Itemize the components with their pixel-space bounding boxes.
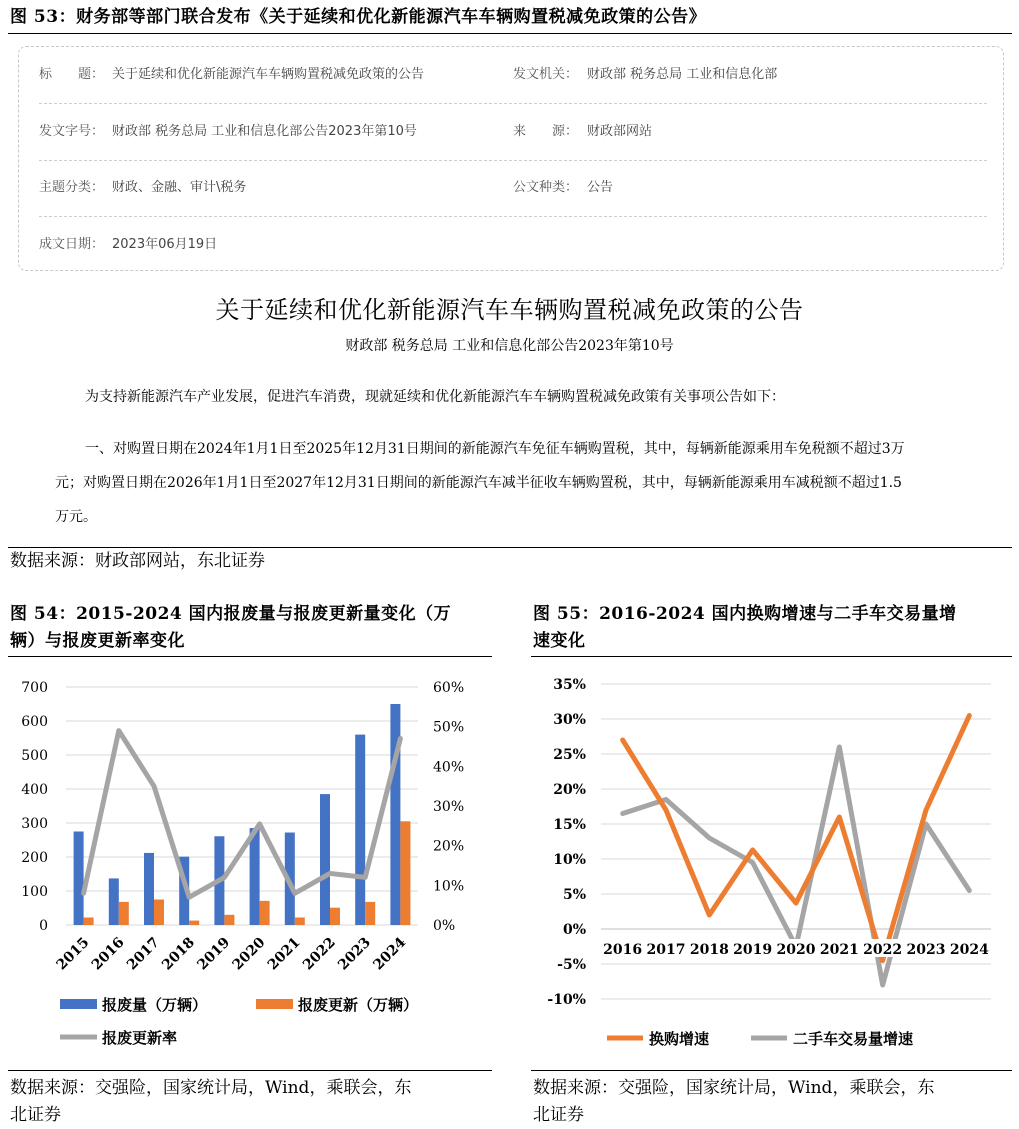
y-tick-label: 500 — [21, 748, 48, 764]
y-tick-label: 20% — [553, 782, 586, 798]
bar — [84, 918, 94, 925]
y-tick-label: 25% — [553, 747, 586, 763]
figure-54-source-line: 数据来源：交强险，国家统计局，Wind，乘联会，东 — [10, 1078, 412, 1098]
figure-53-source: 数据来源：财政部网站，东北证券 — [10, 551, 265, 571]
y-tick-label: 400 — [21, 782, 48, 798]
source-rule — [531, 1070, 1012, 1071]
document-paragraph: 为支持新能源汽车产业发展，促进汽车消费，现就延续和优化新能源汽车车辆购置税减免政策有关事项公告如下： — [85, 389, 785, 405]
title-rule — [8, 33, 1012, 34]
y-tick-label: -5% — [557, 957, 586, 973]
bar — [224, 915, 234, 925]
x-tick-label: 2018 — [689, 942, 729, 958]
y-tick-label: 300 — [21, 816, 48, 832]
x-tick-label: 2024 — [370, 934, 410, 974]
bar — [295, 918, 305, 925]
x-tick-label: 2016 — [603, 942, 643, 958]
bar — [365, 902, 375, 925]
x-tick-label: 2021 — [264, 934, 304, 974]
doc-number-value: 财政部 税务总局 工业和信息化部公告2023年第10号 — [112, 124, 417, 139]
bar — [189, 921, 199, 925]
date-value: 2023年06月19日 — [112, 237, 218, 252]
bar — [119, 902, 129, 925]
x-tick-label: 2022 — [863, 942, 903, 958]
legend-swatch — [60, 999, 97, 1009]
x-tick-label: 2015 — [53, 934, 93, 974]
y2-tick-label: 10% — [433, 878, 465, 895]
origin-label: 来 源： — [513, 124, 579, 139]
legend-label: 二手车交易量增速 — [793, 1030, 914, 1048]
series-line — [84, 731, 401, 898]
y-tick-label: -10% — [547, 992, 586, 1008]
title-value: 关于延续和优化新能源汽车车辆购置税减免政策的公告 — [112, 67, 425, 82]
legend-label: 报废更新率 — [102, 1029, 178, 1047]
y2-tick-label: 30% — [433, 799, 465, 815]
bar — [260, 901, 270, 925]
trade-in-growth-chart — [523, 660, 1019, 1068]
bar — [355, 735, 365, 925]
x-tick-label: 2017 — [646, 942, 686, 958]
y2-tick-label: 60% — [433, 680, 465, 696]
y-tick-label: 0 — [39, 918, 48, 934]
title-rule — [531, 656, 1012, 657]
figure-55-source-line: 数据来源：交强险，国家统计局，Wind，乘联会，东 — [533, 1078, 935, 1098]
y2-tick-label: 40% — [433, 759, 465, 776]
source-rule — [8, 1070, 492, 1071]
legend-swatch — [256, 999, 293, 1009]
doc-number-label: 发文字号： — [39, 124, 105, 139]
y2-tick-label: 20% — [433, 838, 465, 855]
legend-label: 报废量（万辆） — [102, 996, 208, 1014]
legend-label: 报废更新（万辆） — [298, 996, 419, 1014]
scrap-volume-chart — [0, 660, 500, 1068]
issuer-label: 发文机关： — [513, 67, 579, 82]
y2-tick-label: 0% — [433, 918, 456, 934]
document-title: 关于延续和优化新能源汽车车辆购置税减免政策的公告 — [215, 296, 804, 324]
bar — [109, 878, 119, 925]
figure-55-source-line: 北证券 — [533, 1105, 584, 1125]
figure-55-title-line: 速变化 — [533, 631, 586, 651]
x-tick-label: 2024 — [949, 942, 989, 958]
bar — [250, 828, 260, 925]
document-subtitle: 财政部 税务总局 工业和信息化部公告2023年第10号 — [345, 338, 674, 354]
document-paragraph-line: 元；对购置日期在2026年1月1日至2027年12月31日期间的新能源汽车减半征收车辆购置税，其中，每辆新能源乘用车减税额不超过1.5 — [55, 475, 902, 491]
title-rule — [8, 656, 492, 657]
x-tick-label: 2017 — [123, 934, 163, 974]
y-tick-label: 200 — [21, 850, 48, 866]
y-tick-label: 600 — [21, 714, 48, 730]
y-tick-label: 35% — [553, 677, 586, 693]
bar — [154, 900, 164, 926]
x-tick-label: 2020 — [776, 942, 816, 958]
bar — [144, 853, 154, 925]
x-tick-label: 2023 — [335, 934, 375, 974]
document-paragraph-line: 一、对购置日期在2024年1月1日至2025年12月31日期间的新能源汽车免征车辆购置税，其中，每辆新能源乘用车免税额不超过3万 — [85, 441, 905, 457]
title-label: 标 题： — [39, 67, 105, 82]
document-metadata-box — [18, 46, 1004, 271]
bar — [330, 908, 340, 925]
y-tick-label: 30% — [553, 712, 586, 728]
y-tick-label: 100 — [21, 884, 48, 900]
figure-55-title-line: 图 55：2016-2024 国内换购增速与二手车交易量增 — [533, 604, 957, 624]
doc-type-value: 公告 — [587, 180, 614, 195]
issuer-value: 财政部 税务总局 工业和信息化部 — [587, 67, 778, 82]
legend-label: 换购增速 — [649, 1030, 710, 1048]
figure-53-title: 图 53：财务部等部门联合发布《关于延续和优化新能源汽车车辆购置税减免政策的公告》 — [10, 7, 707, 27]
category-value: 财政、金融、审计\税务 — [112, 180, 247, 195]
y2-tick-label: 50% — [433, 719, 465, 736]
x-tick-label: 2019 — [733, 942, 773, 958]
x-tick-label: 2023 — [906, 942, 946, 958]
y-tick-label: 15% — [553, 817, 586, 833]
metadata-row — [39, 104, 987, 161]
figure-54-title-line: 图 54：2015-2024 国内报废量与报废更新量变化（万 — [10, 604, 452, 624]
x-tick-label: 2021 — [819, 942, 859, 958]
x-tick-label: 2016 — [88, 934, 128, 974]
doc-type-label: 公文种类： — [513, 180, 579, 195]
bar — [74, 832, 84, 926]
category-label: 主题分类： — [39, 180, 105, 195]
y-tick-label: 10% — [553, 852, 586, 868]
bar — [320, 794, 330, 925]
metadata-row — [39, 217, 987, 273]
x-tick-label: 2018 — [159, 934, 199, 974]
figure-54-title-line: 辆）与报废更新率变化 — [10, 631, 185, 651]
series-line — [623, 716, 970, 961]
x-tick-label: 2022 — [299, 934, 339, 974]
bar — [400, 821, 410, 925]
y-tick-label: 700 — [21, 680, 48, 696]
x-tick-label: 2019 — [194, 934, 234, 974]
date-label: 成文日期： — [39, 237, 105, 252]
figure-54-source-line: 北证券 — [10, 1105, 61, 1125]
x-tick-label: 2020 — [229, 934, 269, 974]
metadata-row — [39, 47, 987, 104]
metadata-row — [39, 160, 987, 217]
document-paragraph-line: 万元。 — [55, 509, 97, 525]
origin-value: 财政部网站 — [587, 124, 653, 139]
y-tick-label: 0% — [562, 922, 586, 938]
y-tick-label: 5% — [562, 887, 586, 903]
